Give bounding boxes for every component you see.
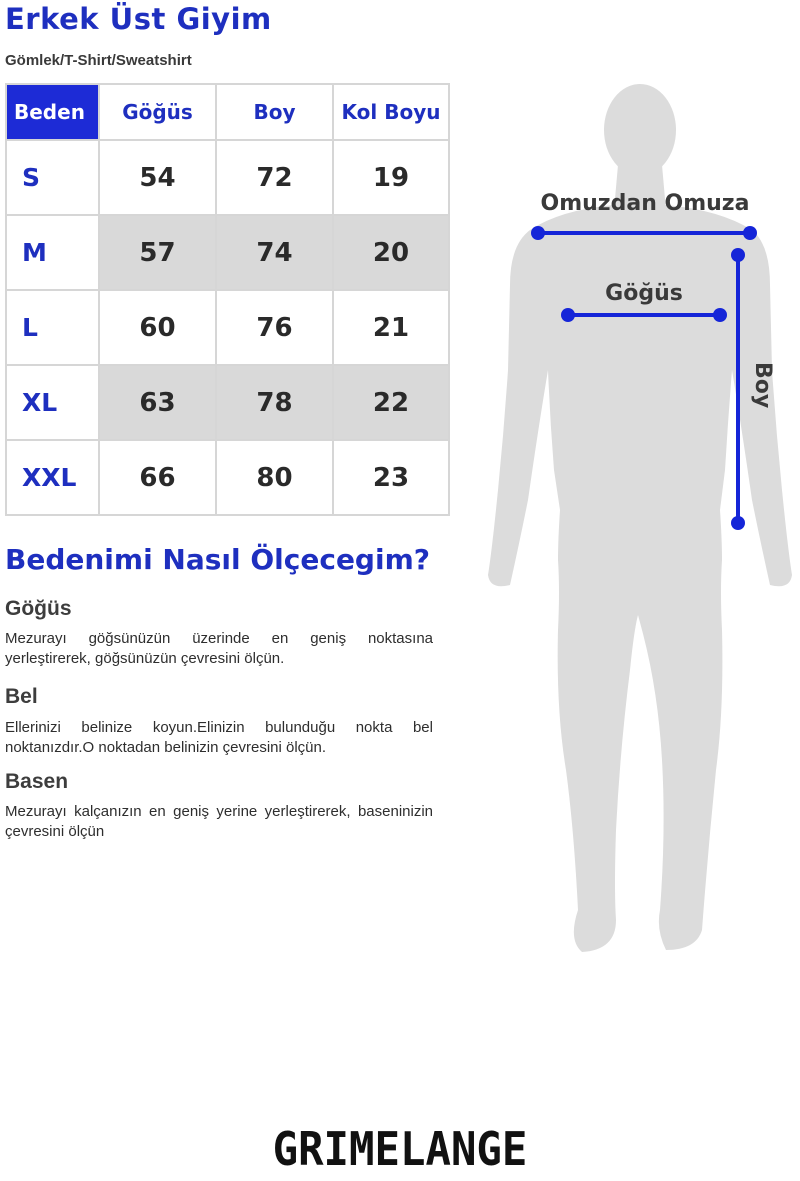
- size-chart-table: [5, 83, 450, 516]
- howto-title: Bedenimi Nasıl Ölçecegim?: [5, 543, 430, 576]
- label-length: Boy: [750, 362, 775, 409]
- header-beden: Beden: [6, 84, 99, 140]
- kol-boyu-cell: 22: [333, 365, 449, 440]
- table-row: [6, 365, 449, 440]
- measure-dot-icon: [531, 226, 545, 240]
- gogus-cell: 54: [99, 140, 216, 215]
- measure-dot-icon: [731, 248, 745, 262]
- gogus-cell: 63: [99, 365, 216, 440]
- header-gogus: Göğüs: [99, 84, 216, 140]
- header-kol-boyu: Kol Boyu: [333, 84, 449, 140]
- measure-dot-icon: [743, 226, 757, 240]
- gogus-cell: 57: [99, 215, 216, 290]
- gogus-cell: 66: [99, 440, 216, 515]
- size-cell: L: [6, 290, 99, 365]
- label-shoulder: Omuzdan Omuza: [540, 191, 750, 216]
- measure-dot-icon: [561, 308, 575, 322]
- section-text-bel: Ellerinizi belinize koyun.Elinizin bulunduğu nokta bel noktanızdır.O noktadan belinizin çevresini ölçün.: [5, 719, 433, 756]
- section-heading-bel: Bel: [5, 685, 38, 708]
- table-header-row: [6, 84, 449, 140]
- boy-cell: 76: [216, 290, 333, 365]
- kol-boyu-cell: 21: [333, 290, 449, 365]
- size-cell: XL: [6, 365, 99, 440]
- kol-boyu-cell: 20: [333, 215, 449, 290]
- table-row: [6, 140, 449, 215]
- body-figure: [470, 70, 800, 965]
- page-title: Erkek Üst Giyim: [5, 2, 272, 36]
- kol-boyu-cell: 23: [333, 440, 449, 515]
- boy-cell: 80: [216, 440, 333, 515]
- boy-cell: 74: [216, 215, 333, 290]
- kol-boyu-cell: 19: [333, 140, 449, 215]
- gogus-cell: 60: [99, 290, 216, 365]
- size-cell: M: [6, 215, 99, 290]
- page-subtitle: Gömlek/T-Shirt/Sweatshirt: [5, 52, 192, 69]
- boy-cell: 78: [216, 365, 333, 440]
- measure-dot-icon: [713, 308, 727, 322]
- section-text-basen: Mezurayı kalçanızın en geniş yerine yerleştirerek, baseninizin çevresini ölçün: [5, 803, 433, 840]
- header-boy: Boy: [216, 84, 333, 140]
- table-row: [6, 440, 449, 515]
- label-chest: Göğüs: [605, 281, 683, 306]
- table-row: [6, 215, 449, 290]
- section-text-gogus: Mezurayı göğsünüzün üzerinde en geniş noktasına yerleştirerek, göğsünüzün çevresini ölçün.: [5, 630, 433, 667]
- section-heading-gogus: Göğüs: [5, 597, 72, 620]
- boy-cell: 72: [216, 140, 333, 215]
- table-row: [6, 290, 449, 365]
- size-cell: XXL: [6, 440, 99, 515]
- brand-logo: GRIMELANGE: [272, 1122, 528, 1176]
- section-heading-basen: Basen: [5, 770, 69, 793]
- measure-dot-icon: [731, 516, 745, 530]
- size-cell: S: [6, 140, 99, 215]
